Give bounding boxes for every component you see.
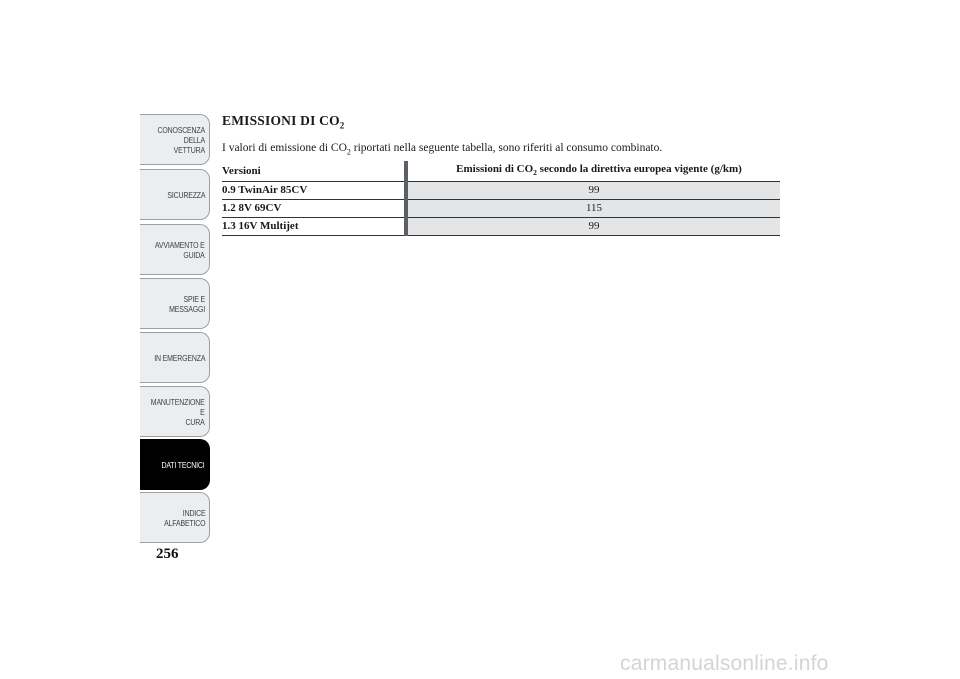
column-header-emissions: Emissioni di $CO_2$ secondo la direttiva europea vigente (g/km)	[456, 162, 742, 178]
intro-text: I valori di emissione di $CO_2$ riportati nella seguente tabella, sono riferiti al consumo combinato.	[222, 141, 663, 156]
table-header-row	[222, 161, 780, 182]
tab-spie[interactable]: SPIE E MESSAGGI	[140, 278, 210, 329]
tab-avviamento[interactable]: AVVIAMENTO E GUIDA	[140, 224, 210, 275]
watermark: carmanualsonline.info	[620, 652, 829, 675]
page-number: 256	[156, 546, 179, 562]
main-content	[222, 112, 782, 236]
tab-manutenzione[interactable]: MANUTENZIONE E CURA	[140, 386, 210, 437]
version-cell: 1.3 16V Multijet	[222, 218, 404, 236]
emissions-table	[222, 161, 780, 236]
emission-value-cell: 115	[408, 200, 780, 218]
section-heading: EMISSIONI DI $CO_2$	[222, 113, 345, 131]
tab-emergenza[interactable]: IN EMERGENZA	[140, 332, 210, 383]
table-row	[222, 200, 780, 218]
table-row	[222, 182, 780, 200]
column-header-version: Versioni	[222, 164, 261, 177]
tab-indice[interactable]: INDICE ALFABETICO	[140, 492, 210, 543]
table-row	[222, 218, 780, 236]
emission-value-cell: 99	[408, 182, 780, 200]
tab-sicurezza[interactable]: SICUREZZA	[140, 169, 210, 220]
version-cell: 0.9 TwinAir 85CV	[222, 182, 404, 200]
emission-value-cell: 99	[408, 218, 780, 236]
tab-conoscenza[interactable]: CONOSCENZA DELLA VETTURA	[140, 114, 210, 165]
version-cell: 1.2 8V 69CV	[222, 200, 404, 218]
tab-dati-tecnici[interactable]: DATI TECNICI	[140, 439, 210, 490]
